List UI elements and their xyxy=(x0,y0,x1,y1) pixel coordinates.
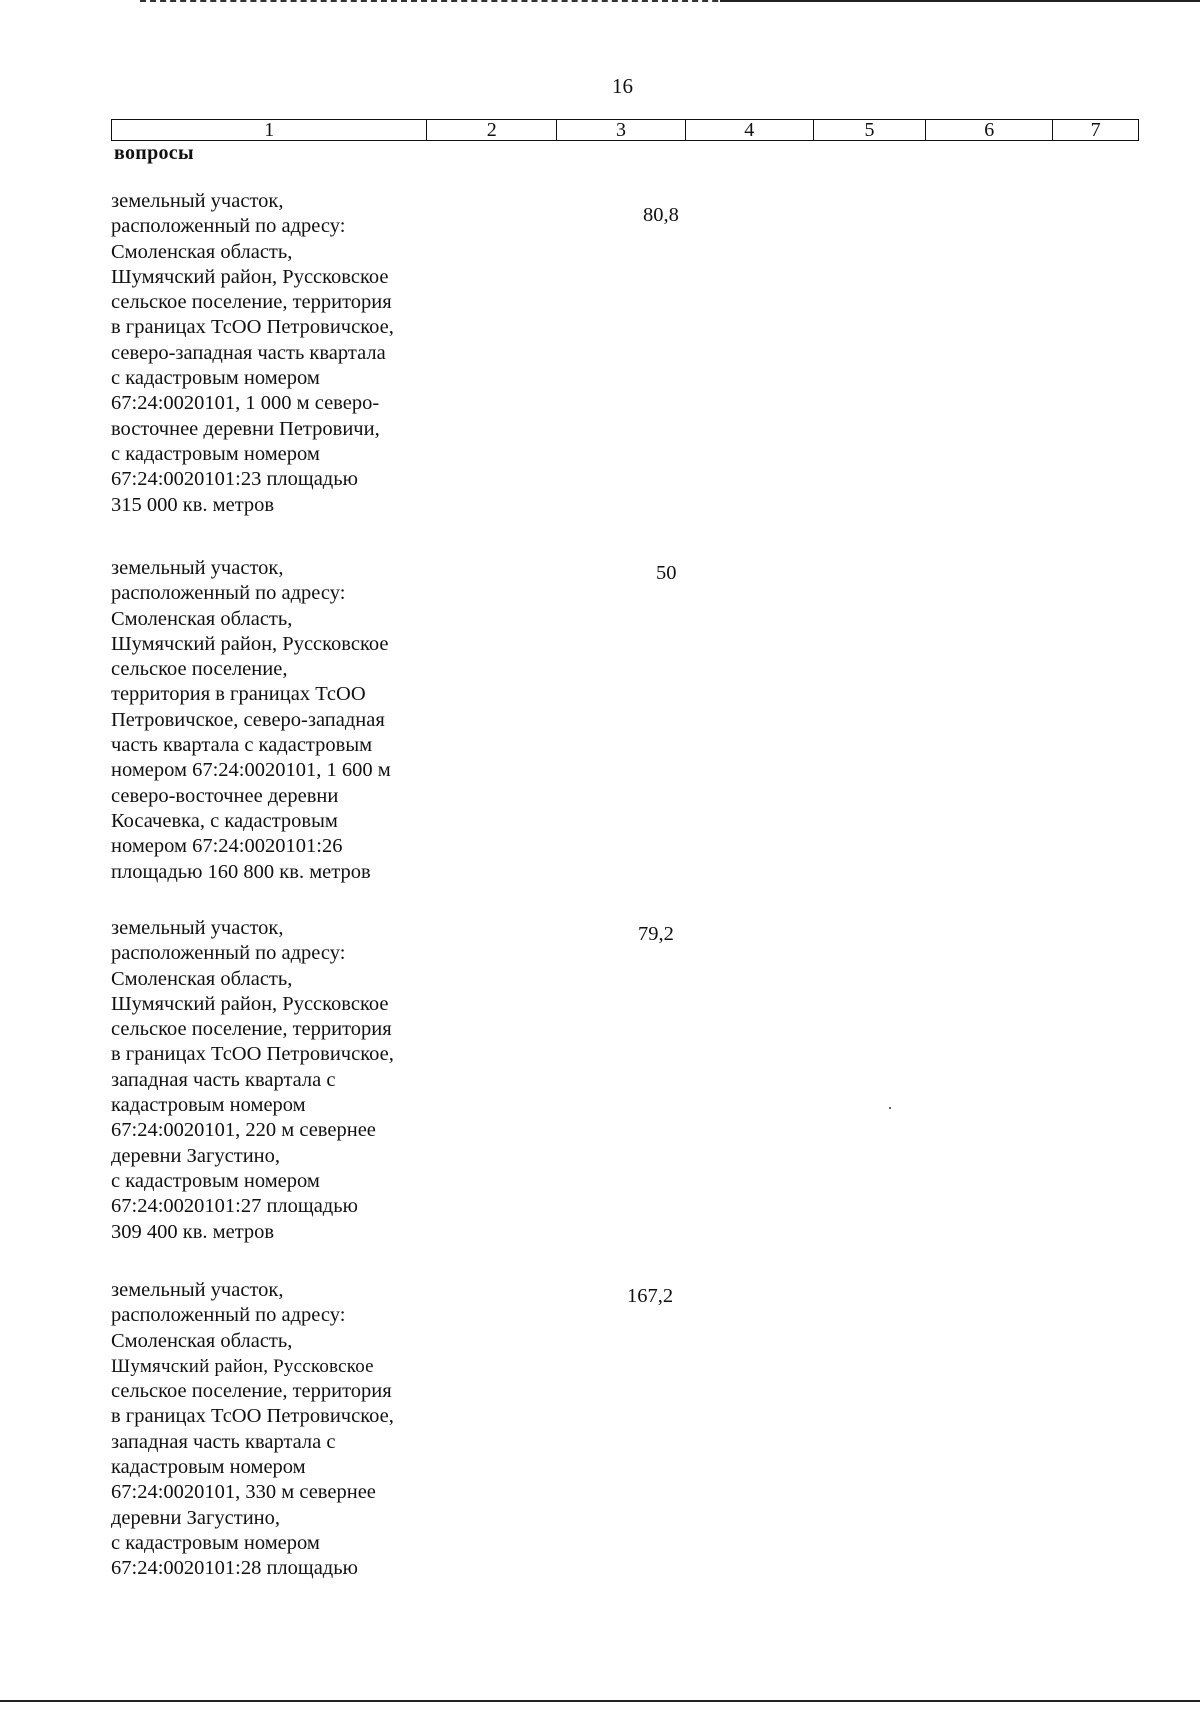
column-header-2: 2 xyxy=(427,120,557,140)
entry-line: кадастровым номером xyxy=(111,1456,306,1479)
entry-line: 67:24:0020101, 330 м севернее xyxy=(111,1481,376,1504)
entry-line: часть квартала с кадастровым xyxy=(111,734,373,757)
entry-line: расположенный по адресу: xyxy=(111,1304,346,1327)
entry-line: 67:24:0020101:23 площадью xyxy=(111,468,358,491)
entry-line: 67:24:0020101:28 площадью xyxy=(111,1557,358,1580)
entry-line: в границах ТсОО Петровичское, xyxy=(111,1043,394,1066)
land-plot-entry-2 xyxy=(111,556,431,885)
entry-line: с кадастровым номером xyxy=(111,367,320,390)
area-value-1: 80,8 xyxy=(643,204,679,226)
entry-line: северо-западная часть квартала xyxy=(111,341,386,364)
entry-line: северо-восточнее деревни xyxy=(111,784,339,807)
land-plot-entry-1 xyxy=(111,189,431,518)
entry-line: сельское поселение, территория xyxy=(111,1018,392,1041)
entry-line: расположенный по адресу: xyxy=(111,215,346,238)
column-header-3: 3 xyxy=(557,120,686,140)
page-number: 16 xyxy=(612,74,633,98)
entry-line: номером 67:24:0020101, 1 600 м xyxy=(111,759,391,782)
scan-edge-top-solid xyxy=(720,0,1200,2)
column-header-1: 1 xyxy=(112,120,427,140)
column-number-header xyxy=(111,119,1139,141)
entry-line: земельный участок, xyxy=(111,190,284,212)
entry-line: кадастровым номером xyxy=(111,1094,306,1117)
entry-line: западная часть квартала с xyxy=(111,1430,336,1453)
entry-line: Шумячский район, Русcковское xyxy=(111,1355,374,1377)
scan-edge-bottom xyxy=(0,1700,1200,1702)
entry-line: сельское поселение, территория xyxy=(111,291,392,314)
entry-line: земельный участок, xyxy=(111,557,284,579)
entry-line: расположенный по адресу: xyxy=(111,582,346,605)
column-header-4: 4 xyxy=(686,120,814,140)
entry-line: земельный участок, xyxy=(111,917,284,939)
entry-line: в границах ТсОО Петровичское, xyxy=(111,316,394,339)
entry-line: расположенный по адресу: xyxy=(111,942,346,965)
entry-line: сельское поселение, территория xyxy=(111,1380,392,1403)
entry-line: 309 400 кв. метров xyxy=(111,1220,275,1243)
scan-speck xyxy=(889,1107,891,1109)
entry-line: Смоленская область, xyxy=(111,1329,293,1352)
entry-line: Петровичское, северо-западная xyxy=(111,708,385,731)
entry-line: деревни Загустино, xyxy=(111,1506,281,1529)
continued-section-label: вопросы xyxy=(114,142,194,164)
land-plot-entry-3 xyxy=(111,916,431,1245)
entry-line: Смоленская область, xyxy=(111,240,293,263)
entry-line: площадью 160 800 кв. метров xyxy=(111,860,371,883)
entry-line: в границах ТсОО Петровичское, xyxy=(111,1405,394,1428)
entry-line: Смоленская область, xyxy=(111,967,293,990)
entry-line: 315 000 кв. метров xyxy=(111,493,275,516)
column-header-5: 5 xyxy=(814,120,927,140)
entry-line: Шумячский район, Русcковское xyxy=(111,632,389,655)
entry-line: 67:24:0020101, 1 000 м северо- xyxy=(111,392,380,415)
entry-line: Шумячский район, Русcковское xyxy=(111,265,389,288)
area-value-3: 79,2 xyxy=(638,923,674,945)
column-header-7: 7 xyxy=(1090,119,1101,141)
area-value-2: 50 xyxy=(656,562,677,584)
entry-line: восточнее деревни Петровичи, xyxy=(111,417,380,440)
entry-line: земельный участок, xyxy=(111,1279,284,1301)
entry-line: с кадастровым номером xyxy=(111,1531,320,1554)
entry-line: Косачевка, с кадастровым xyxy=(111,809,338,832)
land-plot-entry-4 xyxy=(111,1278,431,1582)
entry-line: с кадастровым номером xyxy=(111,442,320,465)
entry-line: деревни Загустино, xyxy=(111,1144,281,1167)
area-value-4: 167,2 xyxy=(627,1285,674,1307)
entry-line: 67:24:0020101, 220 м севернее xyxy=(111,1119,376,1142)
entry-line: территория в границах ТсОО xyxy=(111,683,366,706)
entry-line: Смоленская область, xyxy=(111,607,293,630)
entry-line: с кадастровым номером xyxy=(111,1169,320,1192)
entry-line: западная часть квартала с xyxy=(111,1068,336,1091)
entry-line: 67:24:0020101:27 площадью xyxy=(111,1195,358,1218)
entry-line: Шумячский район, Русcковское xyxy=(111,992,389,1015)
entry-line: сельское поселение, xyxy=(111,658,288,681)
entry-line: номером 67:24:0020101:26 xyxy=(111,835,343,858)
column-header-6: 6 xyxy=(926,120,1053,140)
